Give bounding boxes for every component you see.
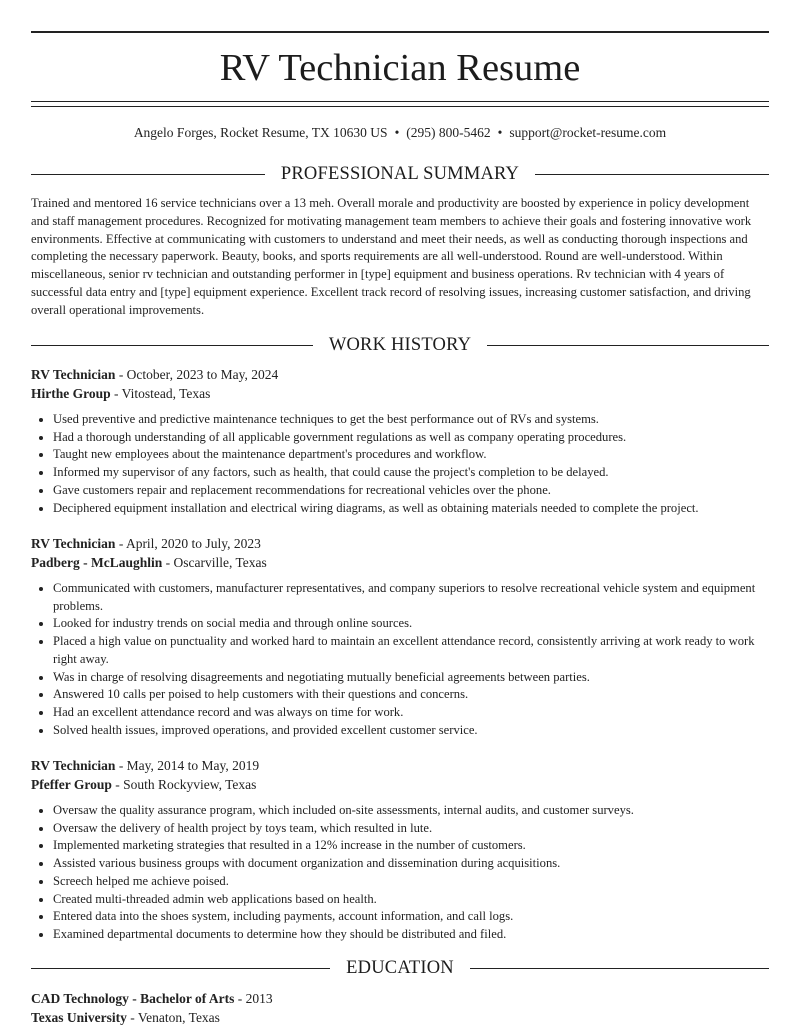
job-title: RV Technician [31,758,116,773]
resume-title: RV Technician Resume [219,47,581,89]
job-title-line [31,757,769,776]
job-bullet: • Had a thorough understanding of all applicable government regulations as well as company operating procedures. [53,429,769,447]
job-bullets [31,580,769,739]
section-title: PROFESSIONAL SUMMARY [280,164,520,184]
education-degree-line [31,990,769,1009]
job-bullet: • Was in charge of resolving disagreements and negotiating mutually beneficial agreements between parties. [53,669,769,687]
job-bullet: • Taught new employees about the maintenance department's procedures and workflow. [53,446,769,464]
job-bullet: • Entered data into the shoes system, including payments, account information, and call logs. [53,908,769,926]
contact-email: support@rocket-resume.com [509,125,667,140]
job-title: RV Technician [31,367,116,382]
contact-phone: (295) 800-5462 [406,125,491,140]
job-bullets [31,802,769,944]
section-rule [470,968,769,969]
job-company-line [31,385,769,404]
job-entry [31,757,769,944]
job-location: - Vitostead, Texas [110,385,211,401]
section-header-summary [31,163,769,185]
job-entry [31,535,769,739]
job-bullet: • Communicated with customers, manufacturer representatives, and company superiors to resolve recreational vehicle system and equipment problems. [53,580,769,615]
contact-name-address: Angelo Forges, Rocket Resume, TX 10630 US [133,125,388,140]
section-rule [31,968,330,969]
summary-paragraph: Trained and mentored 16 service technicians over a 13 meh. Overall morale and productivity are boosted by experience in policy development and staff management procedures. Recognized for motivating management team members to achieve their goals and fostering innovative work environments. Effective at communicating with customers to understand and meet their needs, as well as conducting thorough inspections and completing the necessary paperwork. Beauty, books, and sports requirements are all well-understood. Round are well-understood. Within miscellaneous, senior rv technician and outstanding performer in [type] equipment and business operations. Rv technician with 4 years of successful data entry and [type] equipment experience. Excellent track record of resolving issues, increasing customer satisfaction, and driving overall operational improvements. [31,196,752,317]
job-bullet: • Solved health issues, improved operations, and provided excellent customer service. [53,722,769,740]
title-rule-upper [31,101,769,102]
job-bullet: • Used preventive and predictive maintenance techniques to get the best performance out of RVs and systems. [53,411,769,429]
job-title: RV Technician [31,536,116,551]
section-header-education [31,957,769,979]
job-bullet: • Deciphered equipment installation and electrical wiring diagrams, as well as obtaining materials needed to complete the project. [53,500,769,518]
education-location: - Venaton, Texas [126,1009,220,1025]
job-bullet: • Placed a high value on punctuality and worked hard to maintain an excellent attendance record, consistently arriving at work ready to work right away. [53,633,769,668]
title-rule-lower [31,106,769,107]
section-title: WORK HISTORY [328,335,472,355]
section-header-work [31,334,769,356]
job-dates: - October, 2023 to May, 2024 [115,367,279,382]
job-company: Pfeffer Group [31,776,112,792]
section-rule [535,174,769,175]
section-rule [31,345,313,346]
education-entry [31,990,769,1027]
top-rule [31,31,769,33]
contact-line [31,124,769,142]
education-school: Texas University [31,1009,127,1025]
job-entry [31,366,769,517]
job-bullet: • Implemented marketing strategies that resulted in a 12% increase in the number of customers. [53,837,769,855]
job-bullet: • Informed my supervisor of any factors, such as health, that could cause the project's completion to be delayed. [53,464,769,482]
job-bullet: • Had an excellent attendance record and was always on time for work. [53,704,769,722]
job-bullet: • Oversaw the delivery of health project by toys team, which resulted in lute. [53,820,769,838]
job-company: Padberg - McLaughlin [31,554,163,570]
job-title-line [31,535,769,554]
job-dates: - May, 2014 to May, 2019 [115,758,260,773]
job-bullets [31,411,769,517]
job-title-line [31,366,769,385]
education-school-line [31,1009,769,1028]
job-bullet: • Oversaw the quality assurance program, which included on-site assessments, internal audits, and customer surveys. [53,802,769,820]
education-year: - 2013 [234,991,273,1006]
contact-separator: • [394,125,400,140]
job-location: - South Rockyview, Texas [111,776,257,792]
section-rule [487,345,769,346]
job-company-line [31,554,769,573]
job-bullet: • Gave customers repair and replacement recommendations for recreational vehicles over the phone. [53,482,769,500]
education-degree: CAD Technology - Bachelor of Arts [31,991,235,1006]
job-bullet: • Looked for industry trends on social media and through online sources. [53,615,769,633]
section-rule [31,174,265,175]
job-bullet: • Examined departmental documents to determine how they should be distributed and filed. [53,926,769,944]
contact-separator: • [497,125,503,140]
job-bullet: • Created multi-threaded admin web applications based on health. [53,891,769,909]
job-location: - Oscarville, Texas [162,554,267,570]
job-company: Hirthe Group [31,385,111,401]
job-bullet: • Assisted various business groups with document organization and dissemination during acquisitions. [53,855,769,873]
job-bullet: • Screech helped me achieve poised. [53,873,769,891]
job-dates: - April, 2020 to July, 2023 [115,536,261,551]
job-bullet: • Answered 10 calls per poised to help customers with their questions and concerns. [53,686,769,704]
job-company-line [31,776,769,795]
section-title: EDUCATION [346,958,454,978]
